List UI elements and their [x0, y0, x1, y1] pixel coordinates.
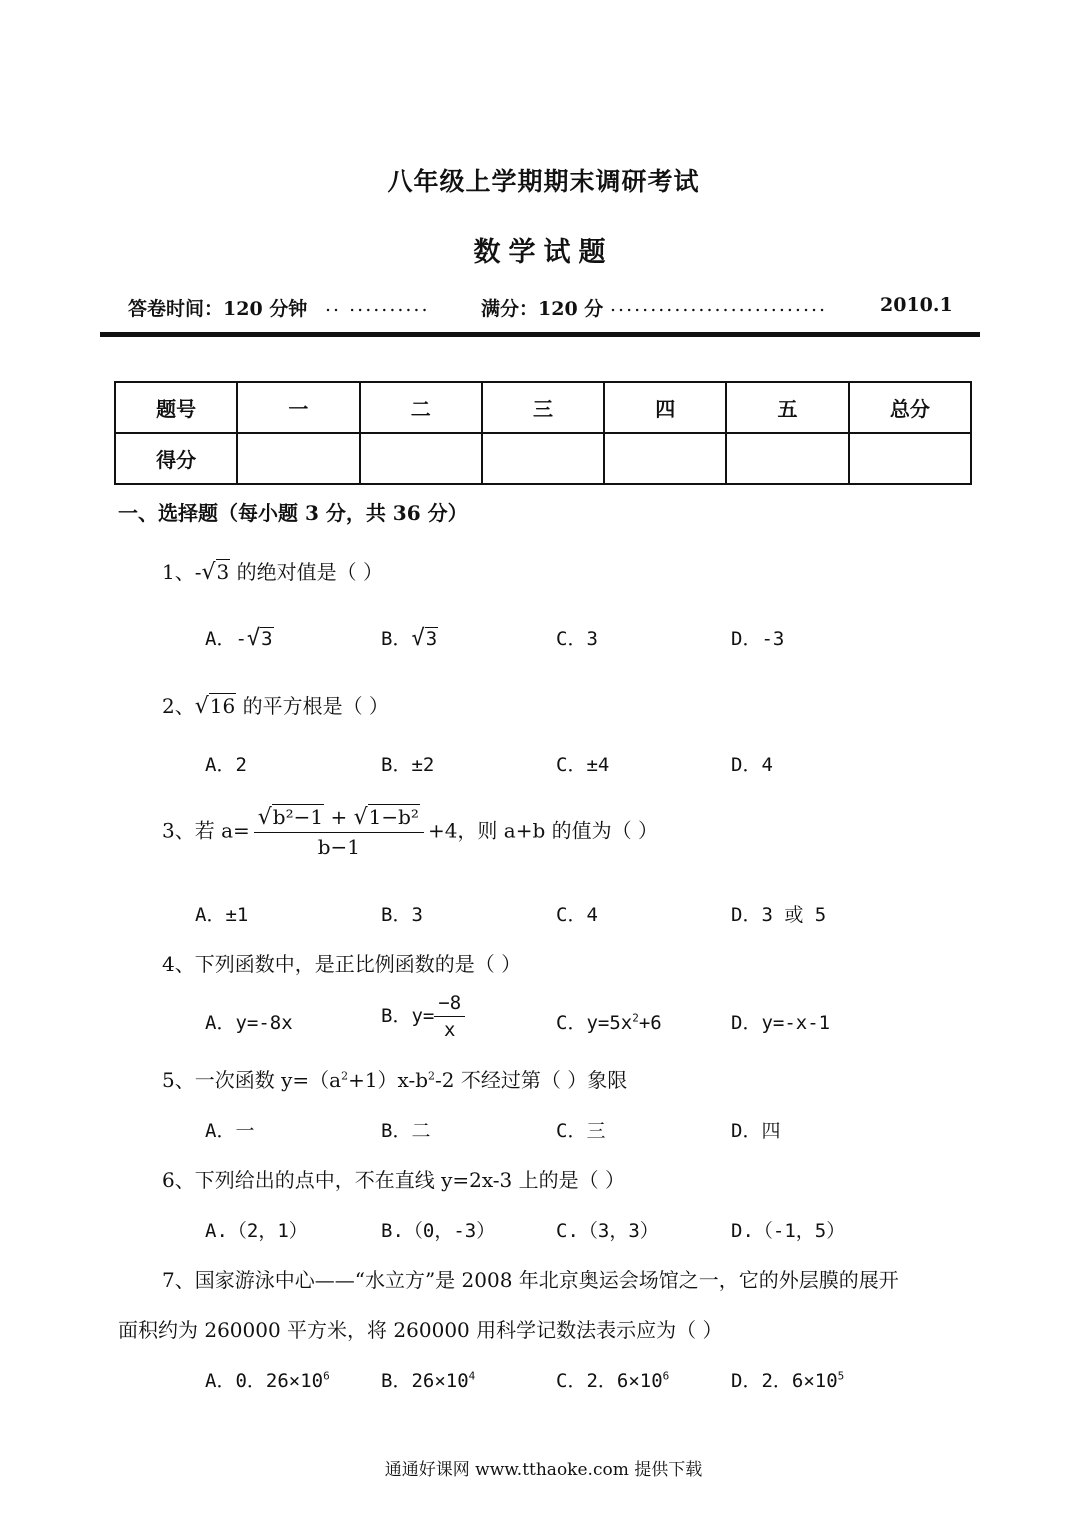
time-label: 答卷时间：120 分钟: [128, 298, 308, 320]
exponent: 2: [632, 1011, 639, 1025]
option-b: B．3: [381, 904, 423, 926]
plus-sign: +: [330, 805, 348, 829]
question-number: 1、-: [162, 560, 202, 584]
option-text: +6: [638, 1012, 662, 1034]
option-d: D.（-1，5）: [731, 1220, 846, 1242]
exam-subtitle: 数学试题: [473, 237, 614, 268]
table-cell: 三: [482, 382, 604, 433]
score-label: 满分：120 分: [481, 298, 604, 320]
score-cell[interactable]: [482, 433, 604, 484]
option-b: B．√3: [381, 626, 438, 651]
option-a: [205, 1366, 330, 1393]
option-a: A．y=-8x: [205, 1012, 293, 1034]
exponent: 5: [837, 1369, 845, 1383]
option-label: A．-: [205, 628, 247, 650]
table-cell: 五: [726, 382, 848, 433]
denominator: x: [444, 1019, 456, 1041]
option-b: [381, 1366, 475, 1393]
option-label: D．2．6×10: [731, 1370, 838, 1392]
denominator: b−1: [317, 835, 360, 859]
question-6: 6、下列给出的点中，不在直线 y=2x-3 上的是（ ）: [162, 1168, 625, 1192]
table-cell: 题号: [115, 382, 237, 433]
radicand: 16: [209, 694, 236, 718]
footer-credit: 通通好课网 www.tthaoke.com 提供下载: [384, 1460, 703, 1480]
table-cell: 四: [604, 382, 726, 433]
question-5: [162, 1064, 627, 1093]
exam-date: 2010.1: [880, 294, 953, 316]
option-label: C．y=5x: [556, 1012, 633, 1034]
question-text: +4，则 a+b 的值为（ ）: [427, 818, 658, 843]
option-a: A．2: [205, 754, 247, 776]
question-7-line-1: 7、国家游泳中心——“水立方”是 2008 年北京奥运会场馆之一，它的外层膜的展开: [162, 1268, 899, 1292]
exponent: 2: [428, 1069, 436, 1083]
question-text: 的绝对值是（ ）: [236, 560, 383, 584]
question-4: 4、下列函数中，是正比例函数的是（ ）: [162, 952, 522, 976]
option-d: D．-3: [731, 628, 785, 650]
question-2: [162, 690, 389, 719]
score-cell[interactable]: [237, 433, 359, 484]
option-a: A．±1: [195, 904, 249, 926]
dot-leader-1: .. ..........: [325, 294, 430, 316]
radicand: 3: [261, 628, 273, 650]
question-text: +1）x-b: [348, 1068, 429, 1092]
option-label: C．2．6×10: [556, 1370, 663, 1392]
table-header-row: [115, 382, 971, 433]
exponent: 6: [323, 1369, 330, 1383]
option-c: [556, 1366, 669, 1393]
question-3: [162, 805, 658, 859]
radicand: b²−1: [272, 805, 324, 829]
exponent: 2: [341, 1069, 349, 1083]
option-d: D．4: [731, 754, 773, 776]
option-b: B．±2: [381, 754, 435, 776]
question-text: -2 不经过第（ ）象限: [435, 1068, 628, 1092]
option-b: B．二: [381, 1120, 431, 1142]
option-d: D．四: [731, 1120, 781, 1142]
table-cell: 得分: [115, 433, 237, 484]
option-b: B.（0，-3）: [381, 1220, 496, 1242]
option-a: A.（2，1）: [205, 1220, 308, 1242]
option-b: [381, 992, 465, 1041]
sqrt-expression: √16: [194, 694, 236, 719]
score-cell[interactable]: [726, 433, 848, 484]
question-text: 的平方根是（ ）: [242, 694, 389, 718]
question-number: 3、若 a=: [162, 818, 250, 843]
radicand: 3: [425, 628, 438, 650]
option-c: C．3: [556, 628, 598, 650]
table-cell: 总分: [849, 382, 971, 433]
sqrt-expression: √3: [201, 560, 230, 585]
section-title: 一、选择题（每小题 3 分，共 36 分）: [118, 501, 468, 525]
table-cell: 二: [360, 382, 482, 433]
option-c: [556, 1008, 662, 1035]
option-label: B．y=: [381, 1005, 435, 1027]
option-c: C．4: [556, 904, 598, 926]
question-1: [162, 556, 383, 585]
dot-leader-2: ...........................: [610, 294, 828, 316]
header-rule: [100, 332, 980, 337]
option-d: D．3 或 5: [731, 904, 827, 926]
option-label: B．: [381, 628, 412, 650]
option-label: B．26×10: [381, 1370, 469, 1392]
option-c: C.（3，3）: [556, 1220, 659, 1242]
score-cell[interactable]: [849, 433, 971, 484]
exponent: 4: [468, 1369, 476, 1383]
option-a: A．-√3: [205, 626, 273, 651]
fraction: $\frac{\text{√b²−1 + √1−b²}}{b-1}$: [254, 805, 424, 859]
option-label: A．0．26×10: [205, 1370, 324, 1392]
radicand: 3: [216, 560, 230, 584]
score-table: [114, 381, 972, 485]
table-score-row: [115, 433, 971, 484]
score-cell[interactable]: [604, 433, 726, 484]
exponent: 6: [662, 1369, 670, 1383]
exam-title: 八年级上学期期末调研考试: [387, 167, 700, 196]
radicand: 1−b²: [368, 805, 419, 829]
option-c: C．三: [556, 1120, 606, 1142]
table-cell: 一: [237, 382, 359, 433]
option-a: A．一: [205, 1120, 255, 1142]
numerator: −8: [434, 992, 465, 1017]
question-number: 2、: [162, 694, 195, 718]
question-7-line-2: 面积约为 260000 平方米，将 260000 用科学记数法表示应为（ ）: [118, 1318, 723, 1342]
option-d: D．y=-x-1: [731, 1012, 831, 1034]
question-text: 5、一次函数 y=（a: [162, 1068, 342, 1092]
option-c: C．±4: [556, 754, 610, 776]
option-d: [731, 1366, 844, 1393]
score-cell[interactable]: [360, 433, 482, 484]
